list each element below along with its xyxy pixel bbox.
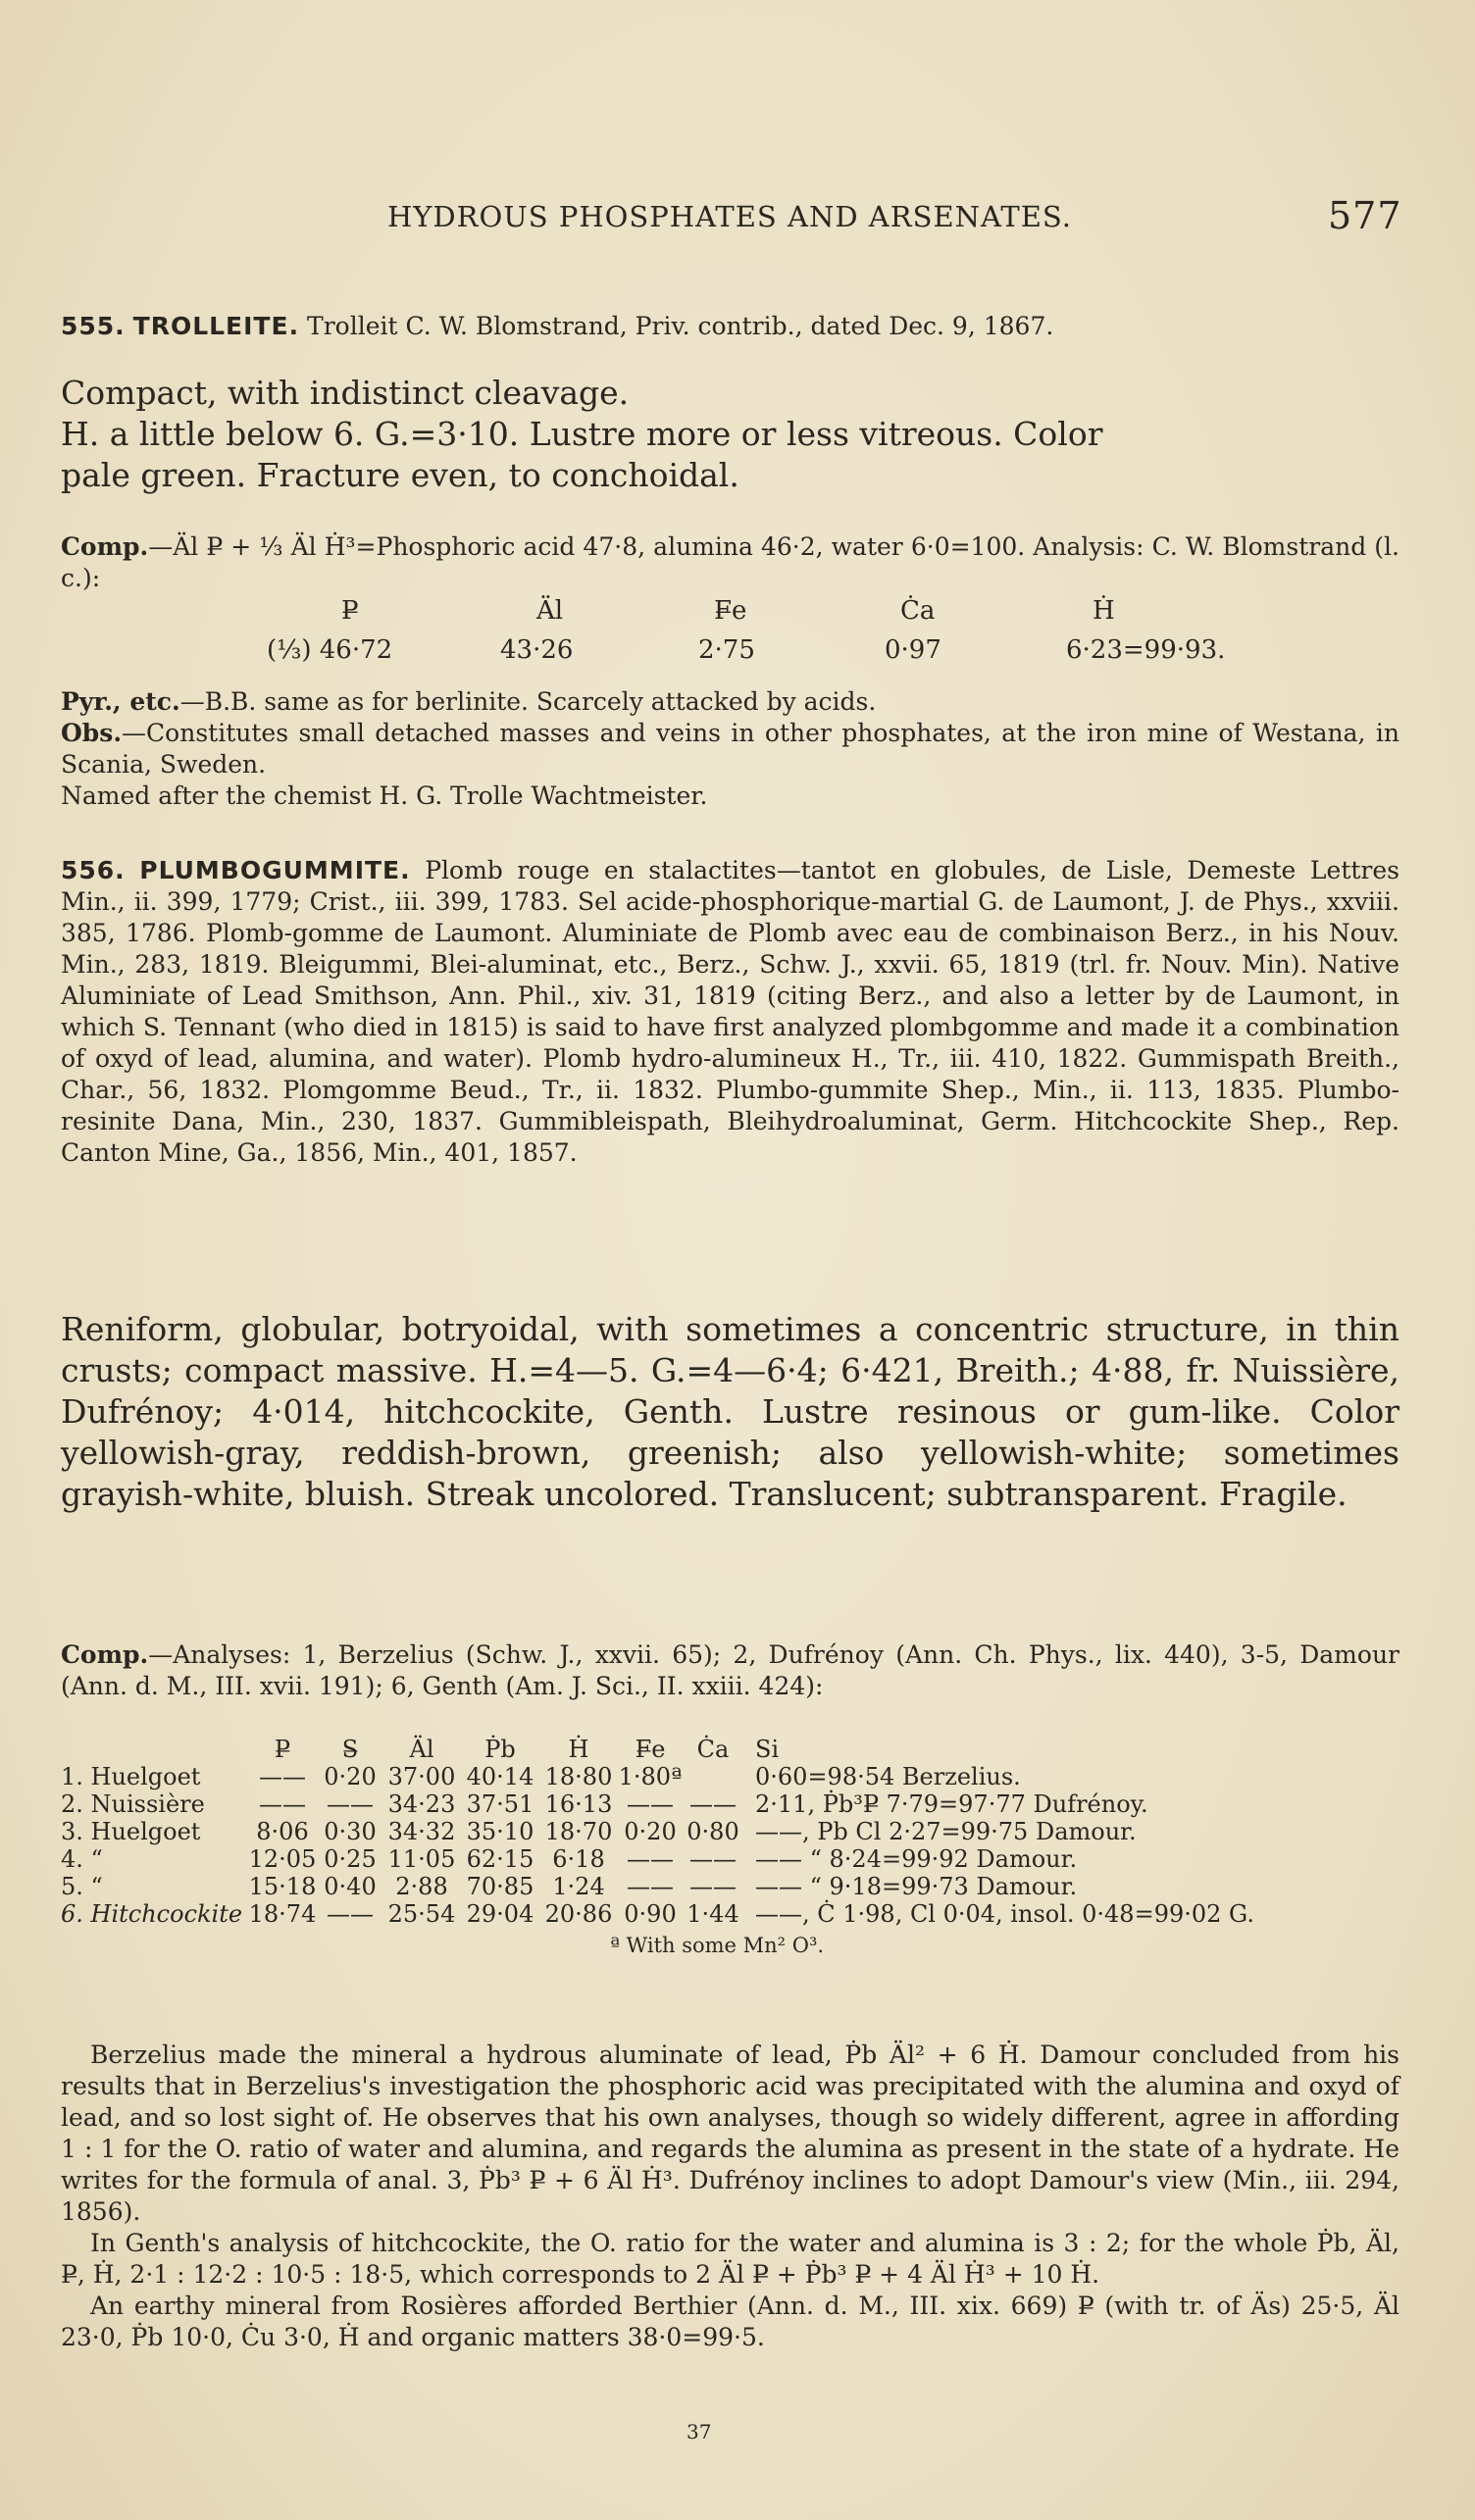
trolleite-analysis-values <box>61 635 1399 669</box>
table-row <box>61 1873 1254 1900</box>
entry-synonymy: Trolleit C. W. Blomstrand, Priv. contrib., dated Dec. 9, 1867. <box>307 312 1054 340</box>
table-cell: 12·05 <box>248 1845 317 1873</box>
table-cell: —— “ 9·18=99·73 Damour. <box>755 1873 1078 1900</box>
table-cell: 34·23 <box>387 1790 456 1818</box>
trolleite-analysis-headers <box>61 596 1399 630</box>
table-cell: 25·54 <box>387 1900 456 1928</box>
comp-label: Comp. <box>61 1640 149 1669</box>
table-row <box>61 1900 1254 1928</box>
table-cell: 0·20 <box>324 1763 377 1790</box>
named-paragraph: Named after the chemist H. G. Trolle Wachtmeister. <box>61 781 708 810</box>
table-cell: 1·80ª <box>618 1763 683 1790</box>
comp-text: —Äl P̶ + ⅓ Äl Ḣ³=Phosphoric acid 47·8, alumina 46·2, water 6·0=100. Analysis: C. W. Blomstrand (l. c.): <box>61 532 1399 592</box>
trolleite-composition <box>61 531 1399 594</box>
table-cell: 6. Hitchcockite <box>61 1900 243 1928</box>
discussion-paragraph: An earthy mineral from Rosières afforded Berthier (Ann. d. M., III. xix. 669) P̶ (with tr. of Äs) 25·5, Äl 23·0, Ṗb 10·0, Ċu 3·0, Ḣ and organic matters 38·0=99·5. <box>61 2292 1399 2351</box>
table-cell: —— <box>259 1763 306 1790</box>
table-cell: 18·80 <box>544 1763 613 1790</box>
table-cell: 3. Huelgoet <box>61 1818 201 1845</box>
discussion-paragraph: Berzelius made the mineral a hydrous aluminate of lead, Ṗb Äl² + 6 Ḣ. Damour concluded from his results that in Berzelius's investigation the phosphoric acid was precipitated with the alumina and oxyd of lead, and so lost sight of. He observes that his own analyses, though so widely different, agree in affording 1 : 1 for the O. ratio of water and alumina, and regards the alumina as present in the state of a hydrate. He writes for the formula of anal. 3, Ṗb³ P̶ + 6 Äl Ḣ³. Dufrénoy inclines to adopt Damour's view (Min., iii. 294, 1856). <box>61 2041 1399 2226</box>
table-cell: 11·05 <box>387 1845 456 1873</box>
comp-label: Comp. <box>61 532 149 561</box>
description-line: pale green. Fracture even, to conchoidal. <box>61 456 739 494</box>
plumbogummite-discussion <box>61 2040 1399 2353</box>
entry-number: 556. <box>61 856 126 884</box>
table-cell: 0·25 <box>324 1845 377 1873</box>
obs-paragraph <box>61 718 1399 781</box>
table-cell <box>683 1763 743 1790</box>
pyr-paragraph <box>61 686 1399 718</box>
oxide-header: Äl <box>536 596 564 626</box>
table-cell: 18·70 <box>544 1818 613 1845</box>
table-row <box>61 1763 1254 1790</box>
table-cell: —— “ 8·24=99·92 Damour. <box>755 1845 1078 1873</box>
table-cell: 29·04 <box>466 1900 534 1928</box>
discussion-paragraph: In Genth's analysis of hitchcockite, the O. ratio for the water and alumina is 3 : 2; for the whole Ṗb, Äl, P̶, Ḣ, 2·1 : 12·2 : 10·5 : 18·5, which corresponds to 2 Äl P̶ + Ṗb³ P̶ + 4 Äl Ḣ³ + 10 Ḣ. <box>61 2229 1399 2289</box>
oxide-value: 43·26 <box>500 635 574 665</box>
table-cell: —— <box>259 1790 306 1818</box>
table-cell: —— <box>327 1900 374 1928</box>
table-cell: 0·90 <box>624 1900 677 1928</box>
oxide-header: P̶ <box>341 596 359 626</box>
table-header-cell <box>61 1736 247 1763</box>
table-cell: 2. Nuissière <box>61 1790 205 1818</box>
table-cell: —— <box>327 1790 374 1818</box>
table-cell: 8·06 <box>256 1818 309 1845</box>
oxide-header: Ḣ <box>1093 596 1115 626</box>
table-header-cell: Si <box>755 1736 780 1763</box>
table-cell: 34·32 <box>387 1818 456 1845</box>
table-cell: 4. “ <box>61 1845 103 1873</box>
plumbogummite-composition <box>61 1639 1399 1702</box>
table-footnote: ª With some Mn² O³. <box>610 1934 825 1957</box>
table-cell: ——, Pb Cl 2·27=99·75 Damour. <box>755 1818 1137 1845</box>
comp-text: —Analyses: 1, Berzelius (Schw. J., xxvii. 65); 2, Dufrénoy (Ann. Ch. Phys., lix. 440), 3-5, Damour (Ann. d. M., III. xvii. 191); 6, Genth (Am. J. Sci., II. xxiii. 424): <box>61 1640 1399 1700</box>
obs-text: —Constitutes small detached masses and veins in other phosphates, at the iron mine of Westana, in Scania, Sweden. <box>61 719 1399 779</box>
running-title: HYDROUS PHOSPHATES AND ARSENATES. <box>387 200 1072 233</box>
table-cell: 15·18 <box>248 1873 317 1900</box>
trolleite-notes <box>61 686 1399 812</box>
trolleite-heading <box>61 312 1399 340</box>
analyses-table-wrapper <box>61 1736 1399 1957</box>
table-header-cell: F̶e <box>635 1736 666 1763</box>
table-cell: —— <box>627 1790 674 1818</box>
table-cell: 1·24 <box>552 1873 605 1900</box>
description-line: Compact, with indistinct cleavage. <box>61 374 630 412</box>
table-cell: 20·86 <box>544 1900 613 1928</box>
description-paragraph: Reniform, globular, botryoidal, with sometimes a concentric structure, in thin crusts; compact massive. H.=4—5. G.=4—6·4; 6·421, Breith.; 4·88, fr. Nuissière, Dufrénoy; 4·014, hitchcockite, Genth. Lustre resinous or gum-like. Color yellowish-gray, reddish-brown, greenish; also yellowish-white; sometimes grayish-white, bluish. Streak uncolored. Translucent; subtransparent. Fragile. <box>61 1310 1399 1513</box>
plumbogummite-heading <box>61 855 1399 1169</box>
obs-label: Obs. <box>61 719 123 747</box>
table-cell: ——, Ċ 1·98, Cl 0·04, insol. 0·48=99·02 G. <box>755 1900 1254 1928</box>
signature-mark: 37 <box>687 2420 712 2444</box>
table-cell: 1·44 <box>687 1900 739 1928</box>
table-cell: 35·10 <box>466 1818 534 1845</box>
table-row <box>61 1790 1254 1818</box>
table-cell: 2·11, Ṗb³P̶ 7·79=97·77 Dufrénoy. <box>755 1790 1148 1818</box>
trolleite-description <box>61 373 1399 496</box>
entry-synonymy: Plomb rouge en stalactites—tantot en globules, de Lisle, Demeste Lettres Min., ii. 399, 1779; Crist., iii. 399, 1783. Sel acide-phosphorique-martial G. de Laumont, J. de Phys., xxviii. 385, 1786. Plomb-gomme de Laumont. Aluminiate de Plomb avec eau de combinaison Berz., in his Nouv. Min., 283, 1819. Bleigummi, Blei-aluminat, etc., Berz., Schw. J., xxvii. 65, 1819 (trl. fr. Nouv. Min). Native Aluminiate of Lead Smithson, Ann. Phil., xiv. 31, 1819 (citing Berz., and also a letter by de Laumont, in which S. Tennant (who died in 1815) is said to have first analyzed plombgomme and made it a combination of oxyd of lead, alumina, and water). Plomb hydro-alumineux H., Tr., iii. 410, 1822. Gummispath Breith., Char., 56, 1832. Plomgomme Beud., Tr., ii. 1832. Plumbo-gummite Shep., Min., ii. 113, 1835. Plumbo-resinite Dana, Min., 230, 1837. Gummibleispath, Bleihydroaluminat, Germ. Hitchcockite Shep., Rep. Canton Mine, Ga., 1856, Min., 401, 1857. <box>61 856 1399 1167</box>
table-header-cell: Ċa <box>696 1736 730 1763</box>
table-header-row <box>61 1736 1254 1763</box>
table-row <box>61 1818 1254 1845</box>
oxide-value: 0·97 <box>885 635 941 665</box>
entry-name: TROLLEITE. <box>132 312 300 340</box>
table-cell: 0·60=98·54 Berzelius. <box>755 1763 1021 1790</box>
pyr-label: Pyr., etc. <box>61 687 180 716</box>
plumbogummite-description <box>61 1309 1399 1515</box>
oxide-header: F̶e <box>714 596 747 626</box>
table-cell: 62·15 <box>466 1845 534 1873</box>
oxide-value: 2·75 <box>698 635 755 665</box>
table-cell: 2·88 <box>395 1873 448 1900</box>
table-cell: —— <box>689 1873 737 1900</box>
table-cell: 0·80 <box>687 1818 739 1845</box>
table-header-cell: Äl <box>409 1736 434 1763</box>
analyses-table <box>61 1736 1254 1928</box>
table-cell: 18·74 <box>248 1900 317 1928</box>
table-cell: 1. Huelgoet <box>61 1763 201 1790</box>
oxide-header: Ċa <box>900 596 936 626</box>
table-header-cell: Ḣ <box>568 1736 589 1763</box>
page-number: 577 <box>1328 194 1402 237</box>
table-cell: —— <box>627 1845 674 1873</box>
entry-number: 555. <box>61 312 126 340</box>
table-header-cell: S̶ <box>341 1736 359 1763</box>
table-cell: 16·13 <box>544 1790 613 1818</box>
table-cell: 5. “ <box>61 1873 103 1900</box>
pyr-text: —B.B. same as for berlinite. Scarcely attacked by acids. <box>179 687 877 716</box>
table-row <box>61 1845 1254 1873</box>
table-cell: —— <box>689 1845 737 1873</box>
table-cell: 40·14 <box>466 1763 534 1790</box>
table-cell: 37·51 <box>466 1790 534 1818</box>
table-cell: 70·85 <box>466 1873 534 1900</box>
table-cell: 0·30 <box>324 1818 377 1845</box>
table-cell: 6·18 <box>552 1845 605 1873</box>
oxide-value: 6·23=99·93. <box>1066 635 1226 665</box>
description-line: H. a little below 6. G.=3·10. Lustre more or less vitreous. Color <box>61 415 1103 453</box>
table-cell: —— <box>627 1873 674 1900</box>
entry-name: PLUMBOGUMMITE. <box>139 856 411 884</box>
table-header-cell: Ṗb <box>484 1736 516 1763</box>
oxide-value: (⅓) 46·72 <box>267 635 393 665</box>
table-cell: 37·00 <box>387 1763 456 1790</box>
table-header-cell: P̶ <box>274 1736 291 1763</box>
table-cell: —— <box>689 1790 737 1818</box>
table-cell: 0·40 <box>324 1873 377 1900</box>
table-cell: 0·20 <box>624 1818 677 1845</box>
